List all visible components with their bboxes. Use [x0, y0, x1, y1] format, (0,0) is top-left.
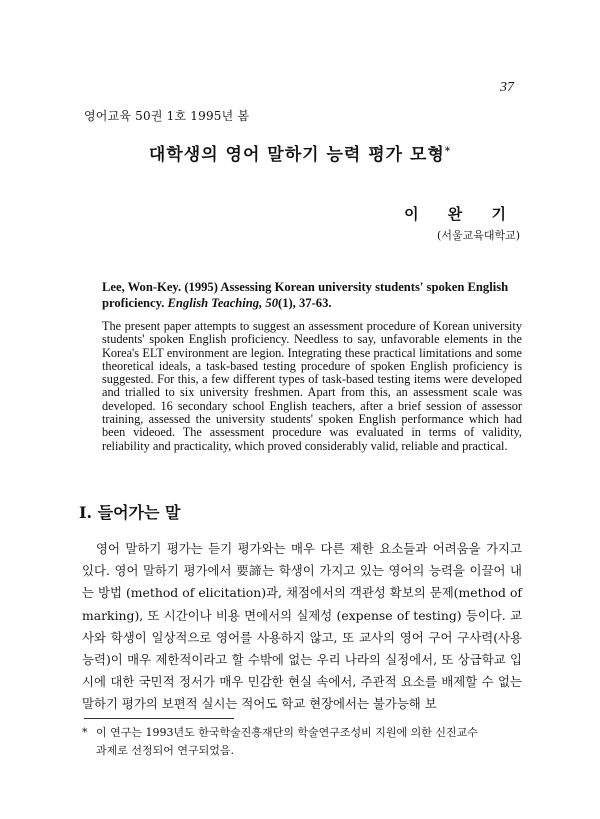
- section-heading: I. 들어가는 말: [79, 503, 181, 522]
- paper-title-text: 대학생의 영어 말하기 능력 평가 모형: [148, 145, 445, 165]
- citation-journal: English Teaching, 50: [167, 296, 278, 310]
- journal-issue-line: 영어교육 50권 1호 1995년 봄: [84, 109, 250, 123]
- footnote-mark: *: [82, 726, 88, 739]
- author-name: 이 완 기: [404, 205, 518, 223]
- body-paragraph: 영어 말하기 평가는 듣기 평가와는 매우 다른 제한 요소들과 어려움을 가지고 있다. 영어 말하기 평가에서 要諦는 학생이 가지고 있는 영어의 능력을 이끌어 내는 방법 (method of elicitation)과, 채점에서의 객관성 확보의 문제(method of marking), 또 시간이나 비용 면에서의 실제성 (expense of testing) 등이다. 교사와 학생이 일상적으로 영어를 사용하지 않고, 또 교사의 영어 구어 구사력(사용능력)이 매우 제한적이라고 할 수밖에 없는 우리 나라의 실정에서, 또 상급학교 입시에 대한 국민적 정서가 매우 민감한 현실 속에서, 주관적 요소를 배제할 수 없는 말하기 평가의 보편적 실시는 적어도 학교 현장에서는 불가능해 보: [82, 541, 522, 712]
- footnote-divider: [84, 718, 234, 719]
- citation-authors-title: Lee, Won-Key. (1995) Assessing Korean university students' spoken English proficiency.: [102, 280, 509, 310]
- citation-pages: (1), 37-63.: [278, 296, 332, 310]
- footnote-line-1: 이 연구는 1993년도 한국학술진흥재단의 학술연구조성비 지원에 의한 신진교수: [96, 726, 478, 739]
- body-text: [82, 538, 522, 716]
- title-footnote-mark: *: [444, 146, 452, 157]
- paper-title: [0, 140, 600, 165]
- page-number: 37: [500, 80, 514, 95]
- footnote-line-2: 과제로 선정되어 연구되었음.: [96, 744, 235, 757]
- footnote: [82, 724, 527, 760]
- author-affiliation: (서울교육대학교): [437, 229, 520, 242]
- abstract: The present paper attempts to suggest an assessment procedure of Korean university students' spoken English proficiency. Needless to say, unfavorable elements in the Korea's ELT environment are legion. Integrating these practical limitations and some theoretical ideals, a task-based testing procedure of spoken English proficiency is suggested. For this, a few different types of task-based testing items were developed and trialled to six university freshmen. Apart from this, an assessment scale was developed. 16 secondary school English teachers, after a brief session of assessor training, assessed the university students' spoken English performance which had been videoed. The assessment procedure was evaluated in terms of validity, reliability and practicality, which proved considerably valid, reliable and practical.: [102, 319, 522, 453]
- citation: [102, 279, 522, 311]
